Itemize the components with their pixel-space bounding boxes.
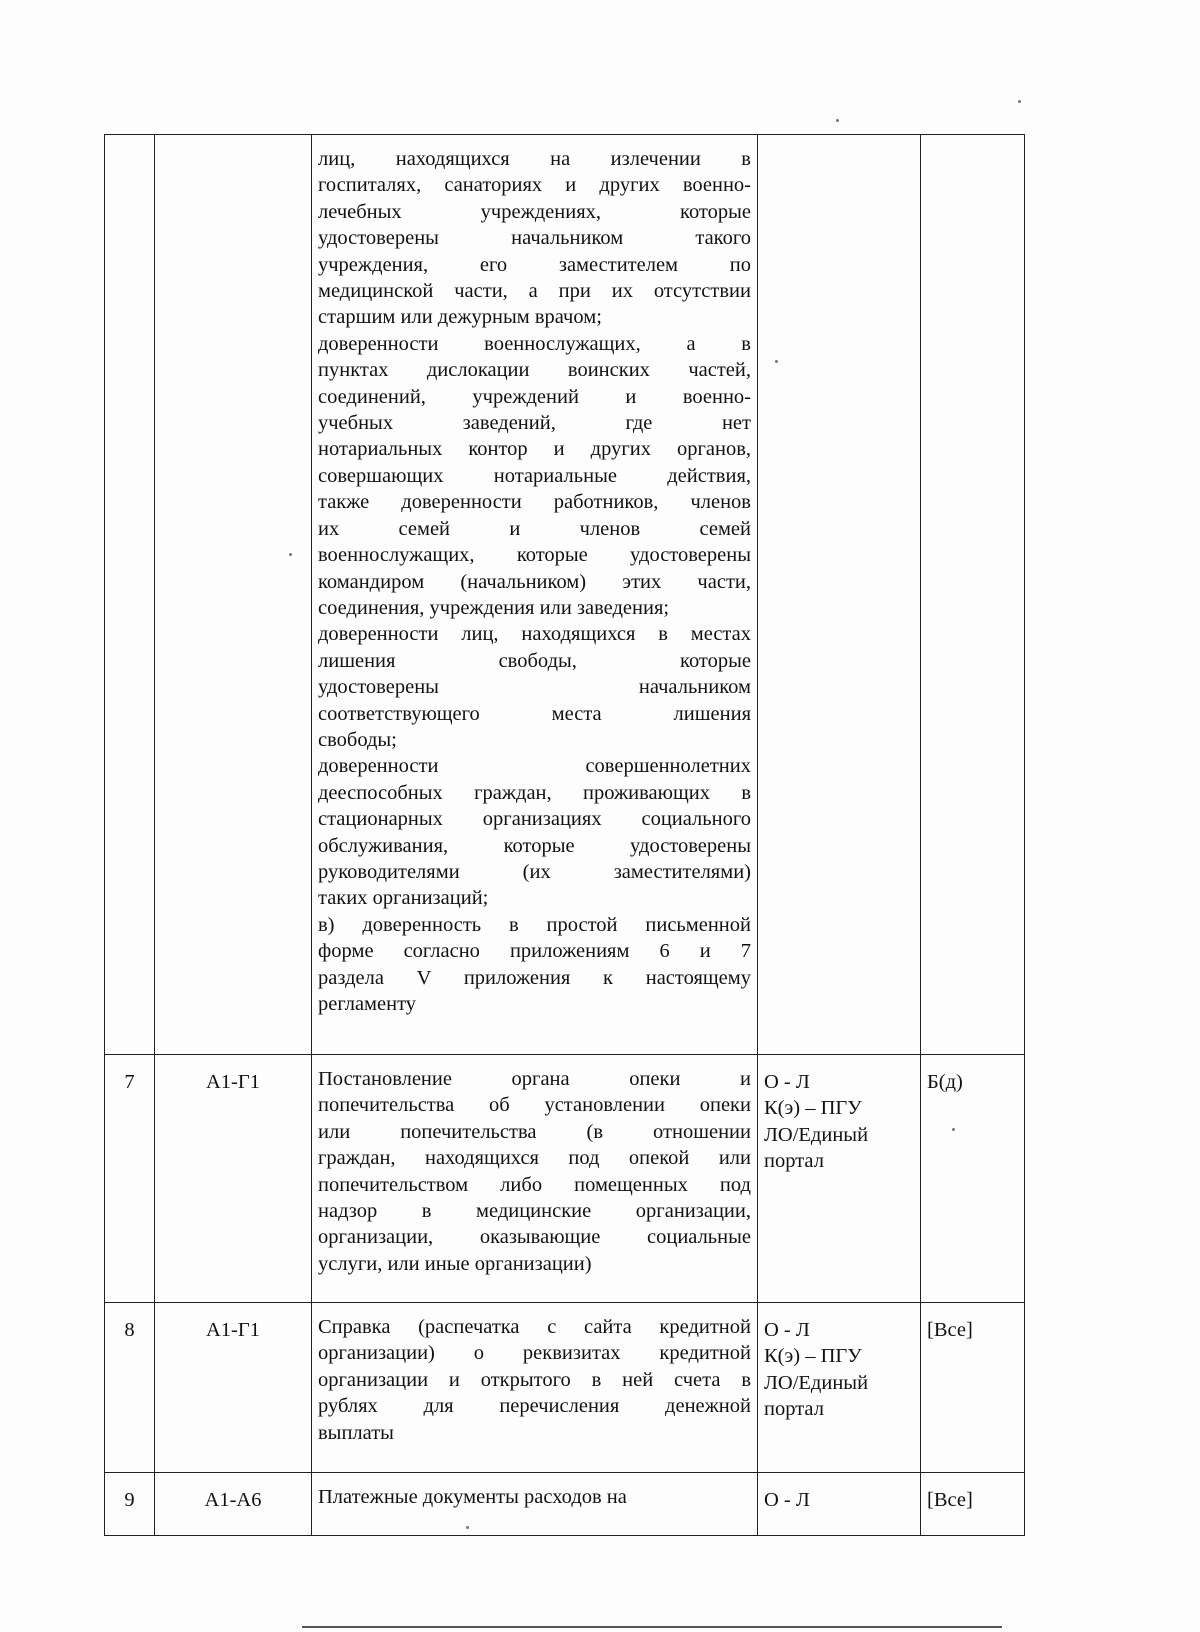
scan-speck: [1018, 100, 1021, 103]
row-description-cell: [312, 1055, 758, 1303]
row-description-cell: [312, 1473, 758, 1536]
row-description-cell: [312, 1303, 758, 1473]
row-code-cell: А1-Г1: [155, 1055, 312, 1303]
source-line: портал: [764, 1398, 824, 1421]
scan-speck: [466, 1526, 469, 1529]
row-source-cell: [758, 1303, 921, 1473]
row-number-cell: 9: [105, 1473, 155, 1536]
description-line: граждан, находящихся под опекой или: [318, 1147, 751, 1170]
description-line: доверенности лиц, находящихся в местах: [318, 623, 751, 646]
row-category-cell: [Все]: [921, 1473, 1025, 1536]
row-number-cell: [105, 135, 155, 1055]
description-line: лишения свободы, которые: [318, 649, 751, 672]
description-line: раздела V приложения к настоящему: [318, 966, 751, 989]
row-source-cell: [758, 135, 921, 1055]
scan-speck: [775, 360, 778, 363]
description-line: соединения, учреждения или заведения;: [318, 596, 670, 619]
row-number-cell: 8: [105, 1303, 155, 1473]
source-line: О - Л: [764, 1071, 810, 1093]
row-number-cell: 7: [105, 1055, 155, 1303]
description-line: организации и открытого в ней счета в: [318, 1368, 751, 1391]
description-line: нотариальных контор и других органов,: [318, 438, 751, 461]
source-line: ЛО/Единый: [764, 1123, 869, 1146]
row-source-cell: [758, 1473, 921, 1536]
table-body: [105, 135, 1025, 1536]
source-line: К(э) – ПГУ: [764, 1345, 862, 1368]
description-line: военнослужащих, которые удостоверены: [318, 544, 751, 567]
row-source-cell: [758, 1055, 921, 1303]
description-line: доверенности военнослужащих, а в: [318, 332, 751, 355]
description-line: организации, оказывающие социальные: [318, 1226, 751, 1249]
description-line: совершающих нотариальные действия,: [318, 464, 751, 487]
table-row-7: [105, 1055, 1025, 1303]
row-code-cell: [155, 135, 312, 1055]
description-line: или попечительства (в отношении: [318, 1120, 751, 1143]
row-category-cell: [Все]: [921, 1303, 1025, 1473]
scan-speck: [952, 1128, 955, 1131]
description-line: руководителями (их заместителями): [318, 860, 751, 883]
description-line: организации) о реквизитах кредитной: [318, 1342, 751, 1365]
description-line: надзор в медицинские организации,: [318, 1200, 751, 1223]
description-line: удостоверены начальником такого: [318, 227, 751, 250]
description-line: таких организаций;: [318, 887, 489, 910]
scan-speck: [289, 553, 292, 556]
description-line: рублях для перечисления денежной: [318, 1395, 751, 1418]
row-category-cell: [921, 135, 1025, 1055]
description-line: Постановление органа опеки и: [318, 1068, 751, 1090]
table-row-continuation: [105, 135, 1025, 1055]
description-line: в) доверенность в простой письменной: [318, 913, 751, 936]
description-line: форме согласно приложениям 6 и 7: [318, 940, 751, 963]
description-line: выплаты: [318, 1421, 394, 1444]
page-bottom-edge: [302, 1626, 1002, 1628]
source-line: ЛО/Единый: [764, 1371, 869, 1394]
row-category-cell: Б(д): [921, 1055, 1025, 1303]
scan-speck: [836, 119, 839, 122]
description-line: соответствующего места лишения: [318, 702, 751, 725]
row-code-cell: А1-Г1: [155, 1303, 312, 1473]
description-line: Справка (распечатка с сайта кредитной: [318, 1316, 751, 1338]
source-line: К(э) – ПГУ: [764, 1097, 862, 1120]
source-line: О - Л: [764, 1319, 810, 1341]
description-line: лиц, находящихся на излечении в: [318, 148, 751, 170]
description-line: соединений, учреждений и военно-: [318, 385, 751, 408]
description-line: госпиталях, санаториях и других военно-: [318, 174, 751, 197]
table-row-8: [105, 1303, 1025, 1473]
description-line: их семей и членов семей: [318, 517, 751, 540]
description-line: удостоверены начальником: [318, 676, 751, 699]
description-line: Платежные документы расходов на: [318, 1486, 627, 1508]
description-line: учреждения, его заместителем по: [318, 253, 751, 276]
description-line: дееспособных граждан, проживающих в: [318, 781, 751, 804]
description-line: доверенности совершеннолетних: [318, 755, 751, 778]
description-line: пунктах дислокации воинских частей,: [318, 359, 751, 382]
description-line: попечительства об установлении опеки: [318, 1094, 751, 1117]
description-line: стационарных организациях социального: [318, 808, 751, 831]
table-row-9: [105, 1473, 1025, 1536]
description-line: медицинской части, а при их отсутствии: [318, 280, 751, 303]
description-line: регламенту: [318, 993, 417, 1015]
description-line: попечительством либо помещенных под: [318, 1173, 751, 1196]
source-line: портал: [764, 1150, 824, 1173]
source-line: О - Л: [764, 1489, 810, 1511]
description-line: учебных заведений, где нет: [318, 412, 751, 435]
description-line: услуги, или иные организации): [318, 1252, 592, 1275]
description-line: лечебных учреждениях, которые: [318, 200, 751, 223]
description-line: также доверенности работников, членов: [318, 491, 751, 514]
document-table: [104, 134, 1025, 1536]
description-line: свободы;: [318, 728, 397, 751]
row-code-cell: А1-А6: [155, 1473, 312, 1536]
description-line: командиром (начальником) этих части,: [318, 570, 751, 593]
description-line: обслуживания, которые удостоверены: [318, 834, 751, 857]
row-description-cell: [312, 135, 758, 1055]
description-line: старшим или дежурным врачом;: [318, 306, 602, 329]
